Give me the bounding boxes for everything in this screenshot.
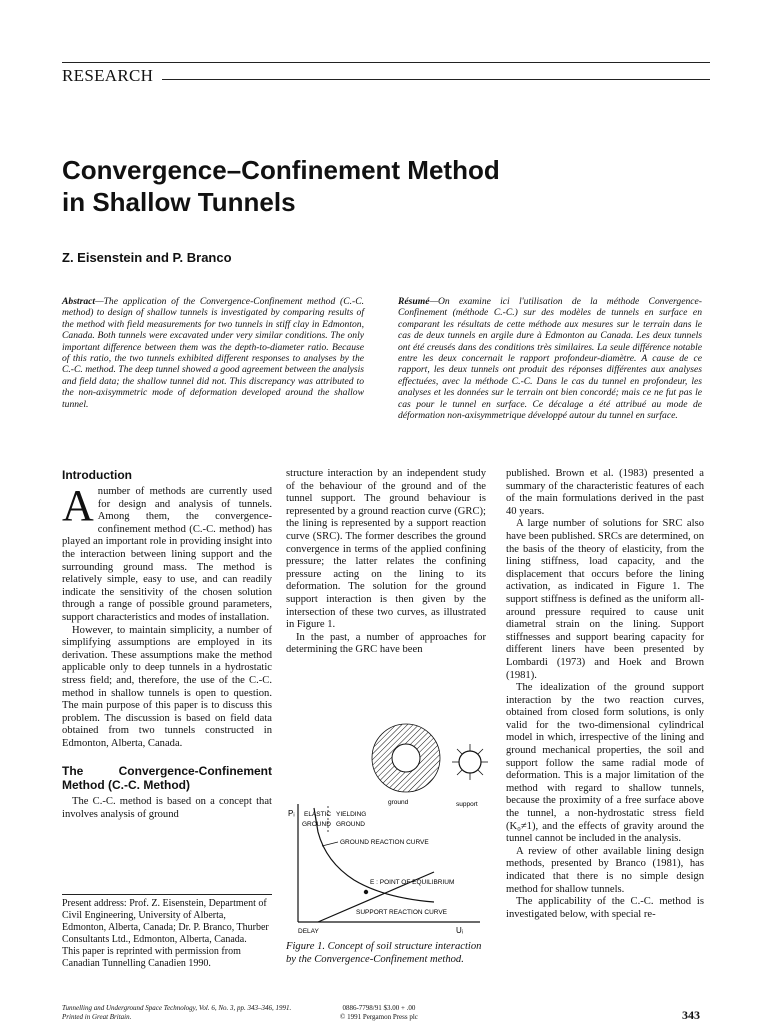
figure-1 [284,712,494,938]
title-line-2: in Shallow Tunnels [62,187,296,217]
footer-journal: Tunnelling and Underground Space Technology, Vol. 6, No. 3, pp. 343–346, 1991. [62,1004,292,1012]
header-rule [162,79,710,80]
col3-paragraph-2: A large number of solutions for SRC also have been published. SRCs are determined, on the basis of the theory of elasticity, from the lining stiffness, load capacity, and the displacement that occurs before the lining activation, as indicated in Figure 1. The support stiffness is defined as the uniform all-around pressure required to cause unit diametral strain on the lining. Support stiffnesses and support bearing capacity for different liners have been presented by Lombardi (1973) and Hoek and Brown (1981). [506,518,704,681]
page-number: 343 [682,1008,700,1022]
figure-ground-label-2: GROUND [336,821,365,828]
article-title [62,154,682,218]
col2-paragraph-1: structure interaction by an independent study of the behaviour of the ground and of the tunnel support. The ground behaviour is represented by a ground reaction curve (GRC); the lining is represented by a support reaction curve (SRC). The former describes the ground convergence in terms of the applied confining pressure; the latter relates the confining pressure acting on the lining to its deformation. The solution for the ground support interaction is then given by the intersection of these two curves, as illustrated in Figure 1. [286,468,486,631]
footer-printed: Printed in Great Britain. [62,1013,132,1021]
footer-issn: 0886-7798/91 $3.00 + .00 [342,1004,416,1012]
col2-paragraph-2: In the past, a number of approaches for determining the GRC have been [286,631,486,656]
grc-label: GROUND REACTION CURVE [340,839,429,846]
src-label: SUPPORT REACTION CURVE [356,909,448,916]
column-3 [506,468,704,921]
heading-cc-method: The Convergence-Confinement Method (C.-C. Method) [62,764,272,793]
abstract-label: Abstract [62,296,96,307]
heading-introduction: Introduction [62,468,132,482]
authors: Z. Eisenstein and P. Branco [62,250,232,265]
cc-paragraph-1: The C.-C. method is based on a concept that involves analysis of ground [62,796,272,821]
figure-caption: Figure 1. Concept of soil structure interaction by the Convergence-Confinement method. [286,941,482,965]
abstract-text: —The application of the Convergence-Confinement method (C.-C. method) to design of shallow tunnels is investigated by comparing results of the method with field measurements for two tunnels in stiff clay in Edmonton, Canada. Both tunnels were excavated under very similar conditions. The only important difference between them was the depth-to-diameter ratio. Because of this ratio, the two tunnels exhibited different responses to analyses by the C.-C. method. The deep tunnel showed a good agreement between the analysis and field data; the shallow tunnel did not. This discrepancy was attributed to the non-axisymmetric mode of deformation developed around the shallow tunnel. [62,296,364,410]
figure-elastic-label: ELASTIC [304,811,332,818]
resume-text: —On examine ici l'utilisation de la méthode Convergence-Confinement (méthode C.-C.) sur des modèles de tunnels en surface en comparant les résultats de cette méthode aux mesures sur le terrain dans le cas de deux tunnels en argile dure à Edmonton au Canada. Les deux tunnels ont été creusés dans des conditions très similaires. La seule différence notable entre les deux concernait le rapport profondeur-diamètre. A cause de ce rapport, les deux tunnels ont produit des réponses différentes aux analyses effectuées, avec la méthode C.-C. Dans le cas du tunnel en profondeur, les analyses et les données sur le terrain ont bien concordé; mais ce ne fut pas le cas pour le tunnel en surface. Ce décalage a été attribué au mode de déformation non-axisymmetrique développé autour du tunnel en surface. [398,296,702,422]
abstract-english [62,296,364,410]
figure-yielding-label: YIELDING [336,811,367,818]
footnote-rule [62,894,272,895]
ground-reaction-curve [314,808,434,902]
col3-paragraph-4: A review of other available lining design methods, presented by Branco (1981), has indicated that there is no simple design method for shallow tunnels. [506,845,704,895]
abstract-french [398,296,702,421]
equilibrium-label: E : POINT OF EQUILIBRIUM [370,879,455,886]
header-top-rule [62,62,710,63]
col3-paragraph-1: published. Brown et al. (1983) presented a summary of the characteristic features of each of the main formulations derived in the past 40 years. [506,468,704,517]
figure-delay-label: DELAY [298,928,319,935]
figure-support-caption: support [456,801,478,808]
support-ring-icon [459,751,481,773]
figure-ground-label-1: GROUND [302,821,331,828]
intro-paragraph-2: However, to maintain simplicity, a number of simplifying assumptions are employed in its derivation. These assumptions make the method applicable only to deep tunnels in a hydrostatic stress field; and, therefore, the use of the C.-C. method in shallow tunnels is open to question. The main purpose of this paper is to discuss this problem. The discussion is based on field data obtained from two tunnels constructed in Edmonton, Alberta, Canada. [62,624,272,749]
title-line-1: Convergence–Confinement Method [62,155,500,185]
col3-paragraph-3: The idealization of the ground support interaction by the two reaction curves, obtained from closed form solutions, is only valid for the two-dimensional cylindrical model in which, irrespective of the lining and ground mechanical properties, the soil and support follow the same radial mode of deformation. This is a major limitation of the method with regard to shallow tunnels, because the proximity of a free surface above the tunnel, a non-hydrostatic stress field (K₀≠1), and the effects of gravity around the tunnel cannot be included in the analysis. [506,682,704,845]
grc-label-leader [322,842,338,846]
dropcap: A [62,481,94,530]
figure-y-label: Pᵢ [288,809,295,818]
column-2 [286,468,486,657]
footer-copyright: © 1991 Pergamon Press plc [340,1013,418,1021]
tunnel-opening-icon [392,744,420,772]
intro-paragraph-1: Anumber of methods are currently used for design and analysis of tunnels. Among them, the convergence-confinement method (C.-C. method) has played an important role in providing insight into the interaction between lining support and the surrounding ground mass. The method is relatively simple, easy to use, and can readily indicate the sensitivity of the chosen solution through a range of possible ground parameters, support characteristics and modes of installation. [62,481,272,623]
figure-x-label: Uᵢ [456,926,464,935]
resume-label: Résumé [398,296,430,307]
footer-citation [62,1004,291,1022]
section-tag: RESEARCH [62,66,154,85]
footer-issn-block [340,1004,418,1022]
figure-ground-caption: ground [388,799,409,806]
col3-paragraph-5: The applicability of the C.-C. method is investigated below, with special re- [506,896,704,920]
equilibrium-point [364,890,368,894]
footnote: Present address: Prof. Z. Eisenstein, Department of Civil Engineering, University of Alberta, Edmonton, Alberta, Canada; Dr. P. Branco, Thurber Consultants Ltd., Edmonton, Alberta, Canada. This paper is reprinted with permission from Canadian Tunnelling Canadien 1990. [62,898,269,969]
column-1 [62,468,272,822]
